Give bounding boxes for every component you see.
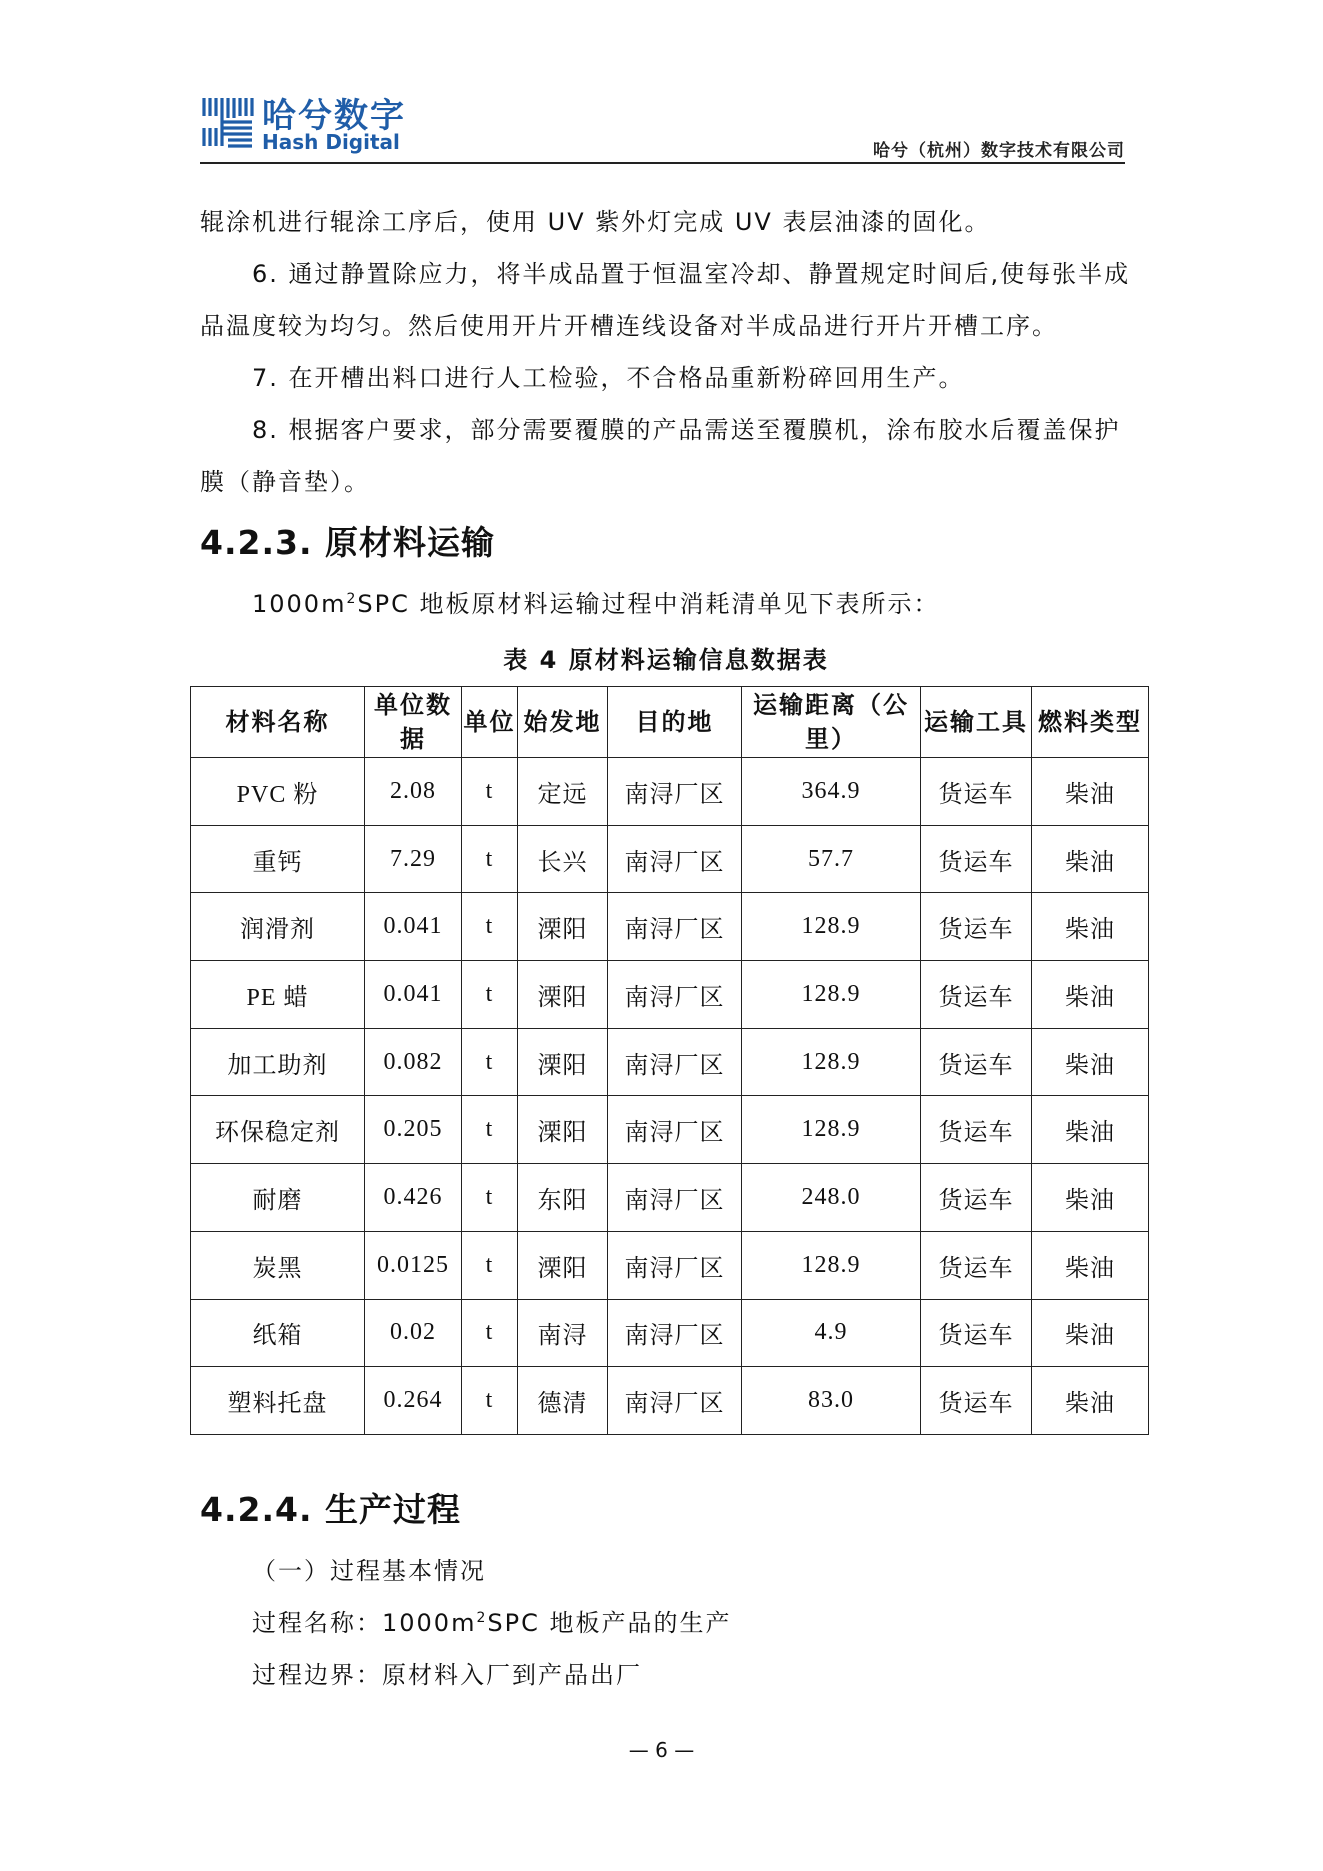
table-cell: 加工助剂 (191, 1028, 365, 1096)
hash-digital-logo-icon (200, 94, 256, 150)
table-cell: t (462, 1367, 518, 1435)
table-cell: 货运车 (921, 1096, 1032, 1164)
table-cell: 128.9 (742, 893, 921, 961)
table-cell: t (462, 1028, 518, 1096)
table-caption: 表 4 原材料运输信息数据表 (503, 646, 829, 674)
process-boundary: 过程边界：原材料入厂到产品出厂 (252, 1660, 642, 1689)
table-cell: 塑料托盘 (191, 1367, 365, 1435)
table-cell: 重钙 (191, 825, 365, 893)
logo-chinese-name: 哈兮数字 (262, 96, 406, 136)
table-cell: t (462, 893, 518, 961)
table-row (191, 758, 1149, 826)
table-cell: 货运车 (921, 1231, 1032, 1299)
table-cell: t (462, 1164, 518, 1232)
table-cell: 4.9 (742, 1299, 921, 1367)
table-cell: 定远 (518, 758, 608, 826)
column-header: 燃料类型 (1032, 687, 1149, 758)
table-cell: 0.205 (365, 1096, 462, 1164)
table-cell: 0.02 (365, 1299, 462, 1367)
paragraph: 6. 通过静置除应力，将半成品置于恒温室冷却、静置规定时间后,使每张半成品温度较为均匀。然后使用开片开槽连线设备对半成品进行开片开槽工序。 (200, 260, 1131, 340)
table-cell: 南浔厂区 (608, 1299, 742, 1367)
table-cell: 润滑剂 (191, 893, 365, 961)
table-cell: 128.9 (742, 961, 921, 1029)
table-cell: 248.0 (742, 1164, 921, 1232)
table-cell: 南浔厂区 (608, 825, 742, 893)
table-cell: 溧阳 (518, 1028, 608, 1096)
table-cell: t (462, 961, 518, 1029)
table-cell: 货运车 (921, 758, 1032, 826)
table-cell: 柴油 (1032, 1367, 1149, 1435)
table-row (191, 1096, 1149, 1164)
table-cell: 128.9 (742, 1231, 921, 1299)
table-cell: 柴油 (1032, 1164, 1149, 1232)
paragraph: 8. 根据客户要求，部分需要覆膜的产品需送至覆膜机，涂布胶水后覆盖保护膜（静音垫）。 (200, 416, 1121, 496)
table-cell: 柴油 (1032, 961, 1149, 1029)
table-cell: 货运车 (921, 1028, 1032, 1096)
table-cell: 2.08 (365, 758, 462, 826)
intro-superscript: 2 (346, 591, 358, 607)
table-row (191, 1299, 1149, 1367)
section-heading-4-2-3: 4.2.3. 原材料运输 (200, 523, 495, 562)
table-cell: 长兴 (518, 825, 608, 893)
table-row (191, 1028, 1149, 1096)
company-name: 哈兮（杭州）数字技术有限公司 (873, 141, 1125, 161)
logo-english-name: Hash Digital (262, 130, 400, 154)
table-cell: t (462, 1231, 518, 1299)
table-cell: 货运车 (921, 893, 1032, 961)
table-cell: 0.082 (365, 1028, 462, 1096)
intro-text-prefix: 1000m (252, 590, 347, 618)
column-header: 材料名称 (191, 687, 365, 758)
table-row (191, 1231, 1149, 1299)
table-cell: 柴油 (1032, 758, 1149, 826)
table-cell: 南浔 (518, 1299, 608, 1367)
table-cell: t (462, 1096, 518, 1164)
table-cell: t (462, 758, 518, 826)
column-header: 单位数据 (365, 687, 462, 758)
table-cell: 364.9 (742, 758, 921, 826)
table-cell: 南浔厂区 (608, 1028, 742, 1096)
page-header (200, 86, 1125, 166)
table-cell: 柴油 (1032, 1299, 1149, 1367)
table-cell: 南浔厂区 (608, 893, 742, 961)
table-cell: 耐磨 (191, 1164, 365, 1232)
table-cell: 南浔厂区 (608, 1096, 742, 1164)
table-cell: 纸箱 (191, 1299, 365, 1367)
table-cell: 南浔厂区 (608, 961, 742, 1029)
process-name-suffix: SPC 地板产品的生产 (487, 1608, 732, 1637)
table-cell: PVC 粉 (191, 758, 365, 826)
table-cell: 货运车 (921, 1367, 1032, 1435)
table-cell: 溧阳 (518, 961, 608, 1029)
table-cell: 128.9 (742, 1096, 921, 1164)
table-cell: 溧阳 (518, 1231, 608, 1299)
table-cell: 128.9 (742, 1028, 921, 1096)
table-row (191, 893, 1149, 961)
table-row (191, 1367, 1149, 1435)
table-cell: 柴油 (1032, 893, 1149, 961)
table-cell: 德清 (518, 1367, 608, 1435)
table-cell: 0.264 (365, 1367, 462, 1435)
table-cell: 柴油 (1032, 1096, 1149, 1164)
table-cell: 溧阳 (518, 1096, 608, 1164)
spacer (200, 1435, 1132, 1475)
intro-text-suffix: SPC 地板原材料运输过程中消耗清单见下表所示： (357, 590, 940, 618)
table-cell: 炭黑 (191, 1231, 365, 1299)
table-cell: 7.29 (365, 825, 462, 893)
header-divider (200, 162, 1125, 164)
table-cell: 0.0125 (365, 1231, 462, 1299)
page-number: — 6 — (628, 1738, 695, 1762)
table-cell: 柴油 (1032, 825, 1149, 893)
paragraph: 辊涂机进行辊涂工序后，使用 UV 紫外灯完成 UV 表层油漆的固化。 (200, 208, 991, 236)
process-name-prefix: 过程名称：1000m (252, 1608, 477, 1637)
section-heading-4-2-4: 4.2.4. 生产过程 (200, 1489, 461, 1529)
table-cell: 83.0 (742, 1367, 921, 1435)
table-cell: 57.7 (742, 825, 921, 893)
table-cell: 0.041 (365, 893, 462, 961)
table-cell: 南浔厂区 (608, 1164, 742, 1232)
table-cell: 南浔厂区 (608, 1367, 742, 1435)
column-header: 运输距离（公里） (742, 687, 921, 758)
table-cell: 东阳 (518, 1164, 608, 1232)
process-name (200, 1597, 1132, 1649)
table-row (191, 825, 1149, 893)
table-cell: t (462, 825, 518, 893)
column-header: 始发地 (518, 687, 608, 758)
page-body (200, 196, 1142, 1701)
column-header: 单位 (462, 687, 518, 758)
table-cell: 0.426 (365, 1164, 462, 1232)
table-body (191, 758, 1149, 1435)
table-cell: 货运车 (921, 1164, 1032, 1232)
table-cell: 货运车 (921, 961, 1032, 1029)
table-row (191, 961, 1149, 1029)
column-header: 目的地 (608, 687, 742, 758)
table-cell: PE 蜡 (191, 961, 365, 1029)
table-cell: 环保稳定剂 (191, 1096, 365, 1164)
transport-table (190, 686, 1149, 1435)
table-row (191, 1164, 1149, 1232)
table-cell: 柴油 (1032, 1028, 1149, 1096)
table-cell: 南浔厂区 (608, 1231, 742, 1299)
table-cell: t (462, 1299, 518, 1367)
paragraph: 7. 在开槽出料口进行人工检验，不合格品重新粉碎回用生产。 (252, 364, 965, 392)
column-header: 运输工具 (921, 687, 1032, 758)
table-cell: 0.041 (365, 961, 462, 1029)
table-cell: 南浔厂区 (608, 758, 742, 826)
table-cell: 货运车 (921, 1299, 1032, 1367)
section-intro (200, 578, 1132, 630)
table-header-row (191, 687, 1149, 758)
table-cell: 柴油 (1032, 1231, 1149, 1299)
table-cell: 溧阳 (518, 893, 608, 961)
subsection-label: （一）过程基本情况 (252, 1556, 486, 1585)
table-cell: 货运车 (921, 825, 1032, 893)
process-name-superscript: 2 (476, 1609, 488, 1626)
